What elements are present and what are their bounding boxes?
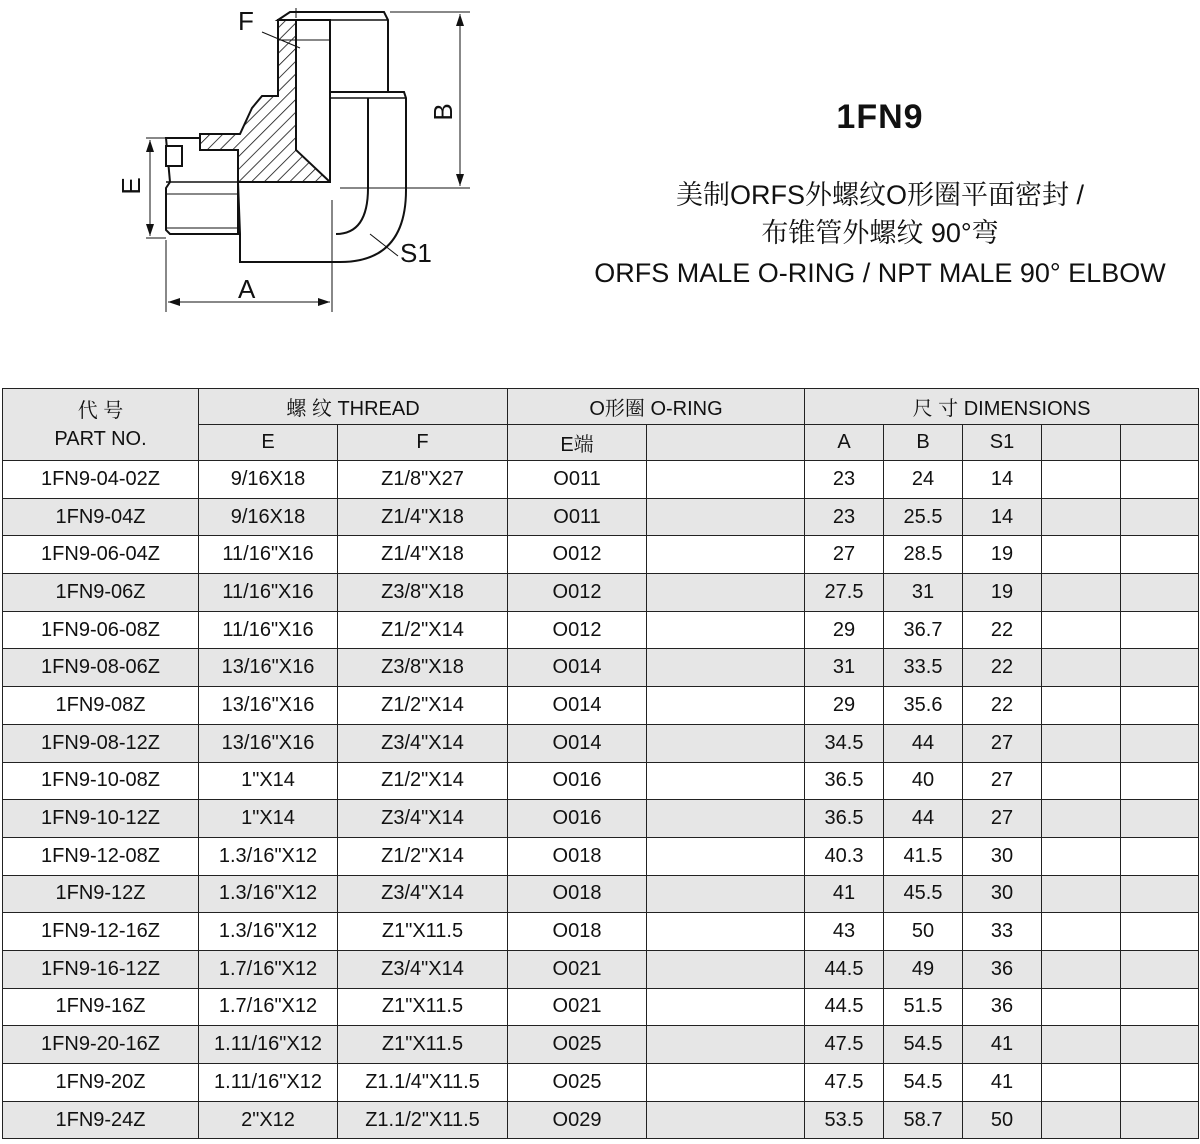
cell-oring: O018	[508, 913, 647, 951]
cell-blank	[647, 950, 805, 988]
part-no-header-en: PART NO.	[54, 427, 147, 450]
cell-blank	[1121, 1064, 1199, 1102]
cell-thread-e: 13/16"X16	[199, 724, 338, 762]
cell-blank	[1121, 875, 1199, 913]
cell-dim-a: 31	[805, 649, 884, 687]
cell-dim-a: 43	[805, 913, 884, 951]
subtitle-cn-2: 布锥管外螺纹 90°弯	[761, 218, 999, 248]
cell-thread-f: Z1/4"X18	[338, 498, 508, 536]
cell-dim-a: 47.5	[805, 1064, 884, 1102]
cell-thread-f: Z3/4"X14	[338, 724, 508, 762]
cell-blank	[1121, 536, 1199, 574]
cell-blank	[647, 800, 805, 838]
cell-dim-s1: 19	[963, 574, 1042, 612]
spec-table	[2, 388, 1199, 1139]
cell-thread-f: Z1.1/2"X11.5	[338, 1101, 508, 1139]
cell-part-no: 1FN9-06-08Z	[3, 611, 199, 649]
cell-blank	[647, 611, 805, 649]
cell-blank	[1121, 687, 1199, 725]
cell-oring: O012	[508, 574, 647, 612]
cell-thread-e: 1.3/16"X12	[199, 875, 338, 913]
cell-oring: O018	[508, 875, 647, 913]
cell-dim-s1: 14	[963, 461, 1042, 499]
label-a: A	[238, 274, 256, 304]
cell-thread-e: 1.11/16"X12	[199, 1064, 338, 1102]
cell-part-no: 1FN9-12-16Z	[3, 913, 199, 951]
cell-blank	[1121, 724, 1199, 762]
cell-dim-s1: 33	[963, 913, 1042, 951]
cell-thread-e: 11/16"X16	[199, 536, 338, 574]
elbow-fitting-drawing	[0, 0, 560, 330]
col-header-blank-3	[1121, 425, 1199, 461]
cell-blank	[1121, 950, 1199, 988]
cell-dim-s1: 41	[963, 1064, 1042, 1102]
cell-oring: O011	[508, 498, 647, 536]
table-row	[3, 498, 1199, 536]
cell-blank	[647, 988, 805, 1026]
cell-thread-e: 1"X14	[199, 800, 338, 838]
cell-part-no: 1FN9-10-12Z	[3, 800, 199, 838]
cell-part-no: 1FN9-04Z	[3, 498, 199, 536]
cell-blank	[1121, 498, 1199, 536]
cell-blank	[1121, 800, 1199, 838]
cell-dim-b: 33.5	[884, 649, 963, 687]
cell-dim-b: 35.6	[884, 687, 963, 725]
cell-dim-a: 27	[805, 536, 884, 574]
cell-blank	[647, 837, 805, 875]
cell-thread-e: 1.7/16"X12	[199, 950, 338, 988]
cell-blank	[1121, 1101, 1199, 1139]
col-header-f: F	[338, 425, 508, 461]
cell-dim-s1: 50	[963, 1101, 1042, 1139]
cell-dim-a: 34.5	[805, 724, 884, 762]
subtitle-cn-1: 美制ORFS外螺纹O形圈平面密封 /	[675, 180, 1084, 210]
table-row	[3, 1064, 1199, 1102]
label-f: F	[238, 6, 254, 36]
cell-part-no: 1FN9-12-08Z	[3, 837, 199, 875]
cell-blank	[647, 875, 805, 913]
cell-dim-a: 23	[805, 498, 884, 536]
cell-blank	[1042, 687, 1121, 725]
cell-blank	[1042, 611, 1121, 649]
cell-part-no: 1FN9-16-12Z	[3, 950, 199, 988]
table-row	[3, 687, 1199, 725]
cell-dim-b: 25.5	[884, 498, 963, 536]
cell-dim-s1: 22	[963, 687, 1042, 725]
cell-oring: O029	[508, 1101, 647, 1139]
cell-part-no: 1FN9-24Z	[3, 1101, 199, 1139]
cell-blank	[1042, 536, 1121, 574]
cell-dim-b: 51.5	[884, 988, 963, 1026]
cell-dim-b: 40	[884, 762, 963, 800]
table-row	[3, 800, 1199, 838]
cell-dim-b: 31	[884, 574, 963, 612]
technical-drawing	[0, 0, 560, 330]
cell-thread-f: Z1/2"X14	[338, 611, 508, 649]
cell-thread-e: 9/16X18	[199, 461, 338, 499]
cell-dim-s1: 41	[963, 1026, 1042, 1064]
cell-thread-f: Z3/4"X14	[338, 950, 508, 988]
cell-part-no: 1FN9-12Z	[3, 875, 199, 913]
cell-blank	[647, 762, 805, 800]
cell-blank	[647, 536, 805, 574]
table-row	[3, 837, 1199, 875]
part-no-header-cn: 代 号	[77, 399, 124, 422]
cell-dim-s1: 30	[963, 837, 1042, 875]
cell-blank	[1121, 762, 1199, 800]
cell-dim-a: 36.5	[805, 762, 884, 800]
cell-dim-a: 29	[805, 687, 884, 725]
cell-thread-e: 1.3/16"X12	[199, 913, 338, 951]
cell-dim-s1: 27	[963, 800, 1042, 838]
table-row	[3, 649, 1199, 687]
col-header-b: B	[884, 425, 963, 461]
cell-oring: O014	[508, 687, 647, 725]
label-b: B	[428, 103, 458, 121]
cell-blank	[1042, 724, 1121, 762]
cell-blank	[1042, 1064, 1121, 1102]
spec-table-body	[3, 389, 1199, 1139]
cell-blank	[1121, 611, 1199, 649]
cell-dim-s1: 22	[963, 649, 1042, 687]
subtitle-en: ORFS MALE O-RING / NPT MALE 90° ELBOW	[594, 258, 1166, 288]
cell-blank	[1042, 913, 1121, 951]
cell-oring: O016	[508, 800, 647, 838]
cell-blank	[1042, 649, 1121, 687]
cell-oring: O012	[508, 536, 647, 574]
model-title: 1FN9	[836, 98, 924, 136]
cell-blank	[647, 498, 805, 536]
cell-dim-s1: 36	[963, 950, 1042, 988]
cell-blank	[1121, 649, 1199, 687]
cell-dim-a: 23	[805, 461, 884, 499]
cell-blank	[1042, 875, 1121, 913]
table-row	[3, 611, 1199, 649]
cell-dim-b: 44	[884, 800, 963, 838]
cell-blank	[647, 1101, 805, 1139]
table-row	[3, 536, 1199, 574]
table-row	[3, 1026, 1199, 1064]
cell-oring: O012	[508, 611, 647, 649]
cell-thread-e: 13/16"X16	[199, 649, 338, 687]
cell-thread-f: Z1/2"X14	[338, 762, 508, 800]
cell-dim-b: 41.5	[884, 837, 963, 875]
cell-oring: O014	[508, 724, 647, 762]
cell-blank	[1042, 762, 1121, 800]
cell-blank	[1121, 988, 1199, 1026]
cell-blank	[647, 724, 805, 762]
title-block	[560, 0, 1200, 330]
cell-blank	[647, 461, 805, 499]
cell-blank	[1042, 1026, 1121, 1064]
cell-thread-f: Z3/8"X18	[338, 574, 508, 612]
col-header-s1: S1	[963, 425, 1042, 461]
cell-blank	[1042, 498, 1121, 536]
cell-dim-b: 24	[884, 461, 963, 499]
cell-thread-f: Z1/2"X14	[338, 687, 508, 725]
label-e: E	[116, 177, 146, 195]
cell-dim-a: 27.5	[805, 574, 884, 612]
cell-dim-s1: 19	[963, 536, 1042, 574]
cell-part-no: 1FN9-06Z	[3, 574, 199, 612]
cell-part-no: 1FN9-04-02Z	[3, 461, 199, 499]
cell-part-no: 1FN9-08-12Z	[3, 724, 199, 762]
cell-dim-s1: 36	[963, 988, 1042, 1026]
cell-thread-f: Z1.1/4"X11.5	[338, 1064, 508, 1102]
table-row	[3, 950, 1199, 988]
thread-group-header: 螺 纹 THREAD	[199, 389, 508, 425]
cell-blank	[1121, 837, 1199, 875]
cell-blank	[1042, 1101, 1121, 1139]
cell-blank	[1042, 800, 1121, 838]
cell-dim-b: 44	[884, 724, 963, 762]
cell-blank	[1121, 461, 1199, 499]
cell-blank	[647, 913, 805, 951]
cell-part-no: 1FN9-20-16Z	[3, 1026, 199, 1064]
cell-thread-f: Z1/4"X18	[338, 536, 508, 574]
cell-blank	[647, 649, 805, 687]
cell-oring: O011	[508, 461, 647, 499]
cell-dim-s1: 27	[963, 724, 1042, 762]
cell-blank	[1042, 950, 1121, 988]
cell-blank	[647, 687, 805, 725]
cell-thread-f: Z3/8"X18	[338, 649, 508, 687]
cell-dim-s1: 30	[963, 875, 1042, 913]
table-row	[3, 913, 1199, 951]
cell-blank	[1121, 913, 1199, 951]
table-row	[3, 1101, 1199, 1139]
cell-thread-e: 2"X12	[199, 1101, 338, 1139]
header-row-1	[3, 389, 1199, 425]
cell-dim-b: 58.7	[884, 1101, 963, 1139]
cell-thread-f: Z3/4"X14	[338, 875, 508, 913]
cell-blank	[1042, 988, 1121, 1026]
cell-thread-e: 13/16"X16	[199, 687, 338, 725]
cell-dim-s1: 22	[963, 611, 1042, 649]
cell-thread-f: Z1"X11.5	[338, 988, 508, 1026]
cell-thread-f: Z1"X11.5	[338, 1026, 508, 1064]
cell-part-no: 1FN9-08-06Z	[3, 649, 199, 687]
cell-dim-b: 49	[884, 950, 963, 988]
cell-dim-s1: 14	[963, 498, 1042, 536]
table-row	[3, 875, 1199, 913]
cell-blank	[647, 1064, 805, 1102]
cell-dim-b: 45.5	[884, 875, 963, 913]
cell-dim-a: 40.3	[805, 837, 884, 875]
cell-blank	[1121, 574, 1199, 612]
cell-thread-e: 9/16X18	[199, 498, 338, 536]
cell-oring: O018	[508, 837, 647, 875]
cell-blank	[1042, 837, 1121, 875]
cell-dim-b: 50	[884, 913, 963, 951]
cell-thread-e: 1.11/16"X12	[199, 1026, 338, 1064]
cell-dim-a: 47.5	[805, 1026, 884, 1064]
cell-thread-e: 1"X14	[199, 762, 338, 800]
cell-dim-a: 41	[805, 875, 884, 913]
cell-thread-e: 11/16"X16	[199, 611, 338, 649]
cell-blank	[647, 574, 805, 612]
cell-oring: O014	[508, 649, 647, 687]
table-row	[3, 988, 1199, 1026]
table-row	[3, 574, 1199, 612]
cell-part-no: 1FN9-20Z	[3, 1064, 199, 1102]
cell-oring: O016	[508, 762, 647, 800]
cell-thread-f: Z1/2"X14	[338, 837, 508, 875]
table-row	[3, 724, 1199, 762]
cell-oring: O025	[508, 1026, 647, 1064]
cell-dim-a: 44.5	[805, 950, 884, 988]
cell-dim-b: 36.7	[884, 611, 963, 649]
part-no-header	[3, 389, 199, 461]
cell-oring: O021	[508, 988, 647, 1026]
cell-thread-f: Z1"X11.5	[338, 913, 508, 951]
cell-blank	[1121, 1026, 1199, 1064]
dimensions-group-header: 尺 寸 DIMENSIONS	[805, 389, 1199, 425]
col-header-blank-1	[647, 425, 805, 461]
cell-part-no: 1FN9-08Z	[3, 687, 199, 725]
cell-blank	[1042, 574, 1121, 612]
cell-dim-a: 53.5	[805, 1101, 884, 1139]
cell-thread-f: Z3/4"X14	[338, 800, 508, 838]
cell-thread-f: Z1/8"X27	[338, 461, 508, 499]
col-header-a: A	[805, 425, 884, 461]
cell-thread-e: 1.3/16"X12	[199, 837, 338, 875]
col-header-e-end: E端	[508, 425, 647, 461]
cell-part-no: 1FN9-16Z	[3, 988, 199, 1026]
cell-oring: O021	[508, 950, 647, 988]
cell-oring: O025	[508, 1064, 647, 1102]
oring-group-header: O形圈 O-RING	[508, 389, 805, 425]
col-header-e: E	[199, 425, 338, 461]
col-header-blank-2	[1042, 425, 1121, 461]
cell-dim-b: 28.5	[884, 536, 963, 574]
table-row	[3, 461, 1199, 499]
cell-dim-a: 29	[805, 611, 884, 649]
cell-part-no: 1FN9-10-08Z	[3, 762, 199, 800]
cell-part-no: 1FN9-06-04Z	[3, 536, 199, 574]
cell-thread-e: 1.7/16"X12	[199, 988, 338, 1026]
cell-dim-s1: 27	[963, 762, 1042, 800]
cell-blank	[647, 1026, 805, 1064]
cell-blank	[1042, 461, 1121, 499]
cell-dim-b: 54.5	[884, 1026, 963, 1064]
label-s1: S1	[400, 238, 432, 268]
cell-dim-a: 36.5	[805, 800, 884, 838]
cell-dim-a: 44.5	[805, 988, 884, 1026]
table-row	[3, 762, 1199, 800]
cell-dim-b: 54.5	[884, 1064, 963, 1102]
cell-thread-e: 11/16"X16	[199, 574, 338, 612]
